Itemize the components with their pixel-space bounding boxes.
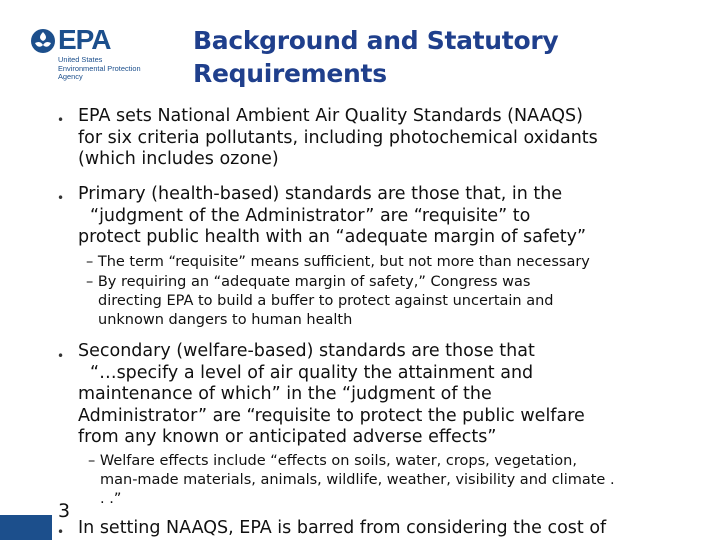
sub-bullet-line: – By requiring an “adequate margin of safety,” Congress was	[86, 274, 531, 290]
bullet-primary-standards	[78, 184, 698, 249]
sub-bullet-welfare-effects	[88, 452, 688, 509]
epa-wordmark: EPA	[58, 24, 111, 55]
sub-bullet-line: – The term “requisite” means sufficient, but not more than necessary	[86, 254, 590, 270]
sub-bullet-line: directing EPA to build a buffer to protect against uncertain and	[98, 293, 554, 309]
page-number: 3	[58, 500, 71, 522]
bullet-naaqs	[78, 106, 698, 171]
corner-accent-bar	[0, 515, 52, 540]
bullet-dot-icon: •	[57, 113, 65, 127]
bullet-line: (which includes ozone)	[78, 149, 279, 169]
bullet-dot-icon: •	[57, 191, 65, 205]
slide-title	[193, 24, 673, 90]
bullet-line: maintenance of which” in the “judgment of the	[78, 384, 492, 404]
bullet-line: Secondary (welfare-based) standards are those that	[78, 341, 535, 361]
bullet-line: “…specify a level of air quality the attainment and	[90, 362, 534, 383]
bullet-line: “judgment of the Administrator” are “requisite” to	[90, 205, 531, 226]
bullet-line: Administrator” are “requisite to protect the public welfare	[78, 405, 585, 426]
sub-bullet-line: – Welfare effects include “effects on soils, water, crops, vegetation,	[88, 453, 577, 469]
bullet-line: for six criteria pollutants, including photochemical oxidants	[78, 127, 598, 148]
bullet-dot-icon: •	[57, 349, 65, 363]
bullet-line: EPA sets National Ambient Air Quality Standards (NAAQS)	[78, 106, 583, 126]
sub-bullet-line: unknown dangers to human health	[98, 312, 353, 328]
bullet-line: Primary (health-based) standards are those that, in the	[78, 184, 563, 204]
epa-subtitle-line: Environmental Protection	[58, 63, 141, 73]
epa-subtitle	[58, 56, 198, 82]
bullet-line: protect public health with an “adequate margin of safety”	[78, 227, 587, 247]
sub-bullet-line: man-made materials, animals, wildlife, weather, visibility and climate .	[100, 472, 615, 488]
slide-title-line: Background and Statutory	[193, 26, 559, 55]
slide-title-line: Requirements	[193, 59, 387, 88]
epa-logo	[30, 24, 170, 84]
bullet-dot-icon: •	[57, 525, 65, 539]
bullet-line: In setting NAAQS, EPA is barred from considering the cost of	[78, 518, 607, 538]
bullet-line: from any known or anticipated adverse effects”	[78, 427, 497, 447]
epa-subtitle-line: Agency	[58, 72, 83, 82]
epa-flower-icon	[30, 28, 56, 54]
bullet-naaqs-cost	[78, 518, 698, 540]
sub-bullet-requisite	[86, 253, 686, 272]
sub-bullet-line: . .”	[100, 491, 122, 507]
bullet-secondary-standards	[78, 341, 698, 449]
epa-subtitle-line: United States	[58, 55, 103, 64]
sub-bullet-margin-of-safety	[86, 273, 686, 330]
